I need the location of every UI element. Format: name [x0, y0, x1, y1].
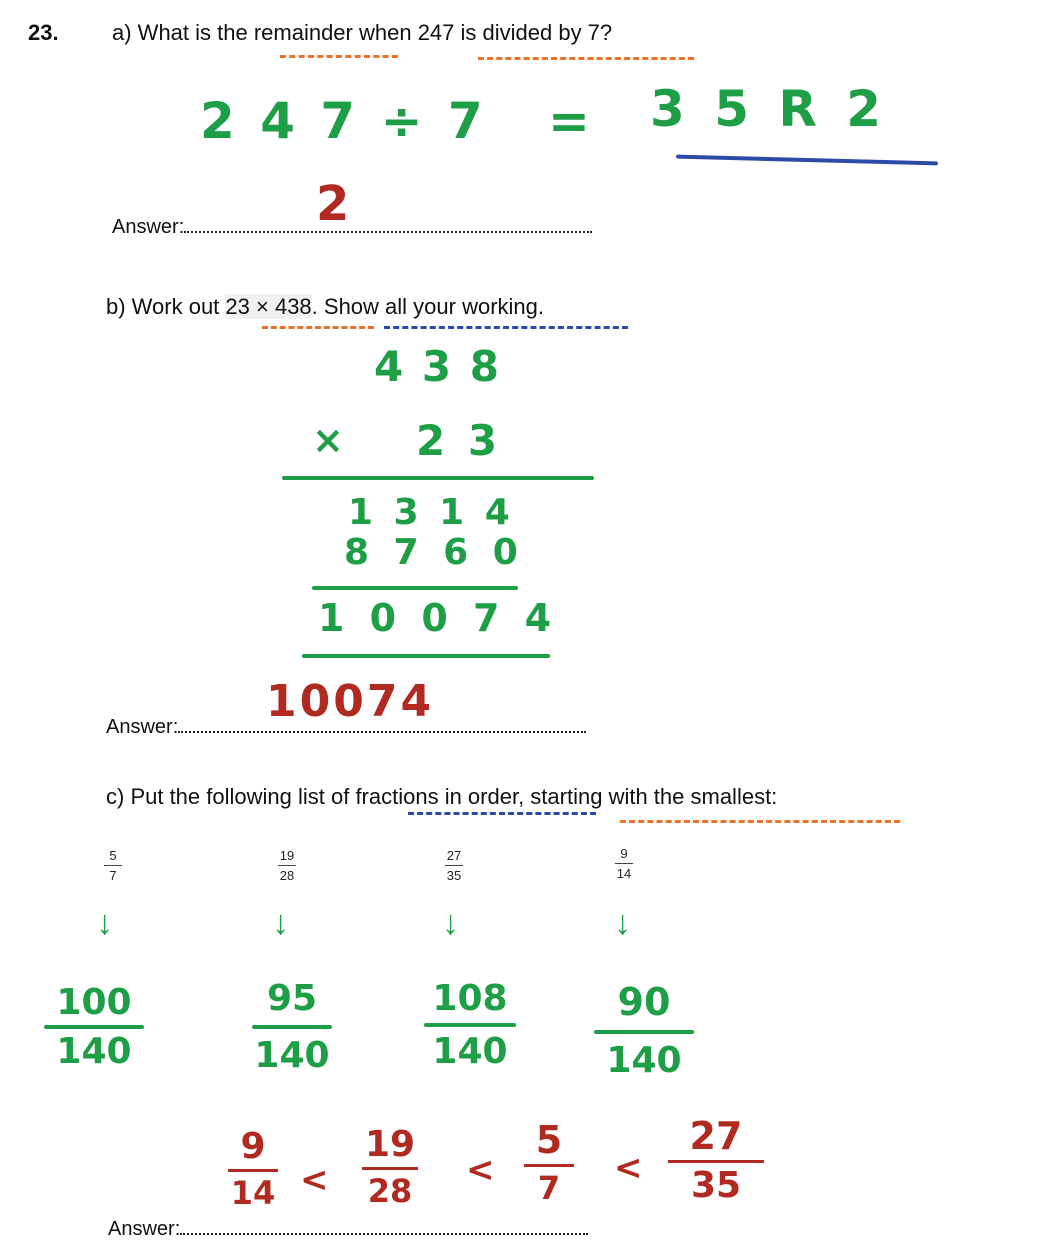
- fraction-denominator: 7: [537, 1169, 561, 1207]
- partial-product-1: 1 3 1 4: [348, 492, 514, 533]
- times-sign: ×: [312, 418, 344, 462]
- underline-expression: [262, 326, 374, 329]
- converted-fraction-100-140: [44, 982, 144, 1072]
- result-underline: [676, 155, 938, 166]
- answer-label: Answer:: [108, 1218, 181, 1240]
- part-b-prompt-suffix: . Show all your working.: [311, 294, 544, 319]
- fraction-bar: [524, 1164, 574, 1167]
- fraction-numerator: 27: [689, 1114, 743, 1158]
- answer-label: Answer:: [112, 216, 185, 238]
- fraction-numerator: 95: [266, 978, 318, 1019]
- part-a-answer-row: [112, 216, 592, 239]
- part-b-answer-value: 10074: [266, 676, 435, 727]
- less-than-sign: <: [300, 1160, 329, 1200]
- part-a-answer-value: 2: [316, 176, 350, 232]
- part-b-prompt: [106, 294, 544, 320]
- fraction-denominator: 140: [254, 1035, 330, 1076]
- answer-dotted-line: [184, 227, 592, 233]
- part-a-equals: =: [548, 92, 590, 150]
- fraction-denominator: 14: [230, 1174, 276, 1212]
- part-b-expression: 23 × 438: [225, 294, 312, 319]
- underline-show-working: [384, 326, 628, 329]
- fraction-bar: [445, 865, 463, 866]
- partial-product-2: 8 7 6 0: [344, 532, 524, 573]
- printed-fraction-5-7: [98, 848, 128, 883]
- down-arrow-icon: ↓: [272, 904, 289, 942]
- fraction-numerator: 100: [56, 982, 132, 1023]
- fraction-numerator: 9: [240, 1126, 266, 1167]
- fraction-numerator: 9: [620, 846, 628, 861]
- fraction-numerator: 19: [279, 848, 295, 863]
- total-product: 1 0 0 7 4: [318, 596, 558, 640]
- underline-remainder: [280, 55, 398, 58]
- converted-fraction-95-140: [252, 978, 332, 1076]
- underline-smallest: [620, 820, 900, 823]
- less-than-sign: <: [466, 1150, 495, 1190]
- fraction-bar: [594, 1030, 694, 1034]
- down-arrow-icon: ↓: [96, 904, 113, 942]
- fraction-numerator: 5: [109, 848, 117, 863]
- part-b-prompt-prefix: b) Work out: [106, 294, 226, 319]
- ordered-fraction-5-7: [524, 1118, 574, 1207]
- printed-fraction-27-35: [439, 848, 469, 883]
- fraction-denominator: 140: [432, 1031, 508, 1072]
- less-than-sign: <: [614, 1148, 643, 1188]
- fraction-denominator: 35: [690, 1165, 742, 1206]
- addition-line: [312, 586, 518, 590]
- fraction-denominator: 7: [109, 868, 117, 883]
- fraction-bar: [252, 1025, 332, 1029]
- fraction-numerator: 27: [446, 848, 462, 863]
- ordered-fraction-9-14: [228, 1126, 278, 1212]
- multiplication-line: [282, 476, 594, 480]
- fraction-bar: [362, 1167, 418, 1170]
- multiplicand: 4 3 8: [374, 342, 501, 391]
- fraction-numerator: 108: [432, 978, 508, 1019]
- part-a-prompt: a) What is the remainder when 247 is divided by 7?: [112, 20, 613, 45]
- printed-fraction-9-14: [609, 846, 639, 881]
- fraction-denominator: 140: [56, 1031, 132, 1072]
- answer-label: Answer:: [106, 716, 179, 738]
- fraction-bar: [44, 1025, 144, 1029]
- fraction-bar: [668, 1160, 764, 1163]
- ordered-fraction-19-28: [362, 1124, 418, 1210]
- fraction-denominator: 28: [367, 1172, 413, 1210]
- down-arrow-icon: ↓: [614, 904, 631, 942]
- fraction-bar: [228, 1169, 278, 1172]
- part-c-answer-row: [108, 1218, 588, 1241]
- ordered-fraction-27-35: [668, 1114, 764, 1206]
- part-a-working: 2 4 7 ÷ 7: [200, 92, 487, 150]
- fraction-numerator: 19: [364, 1124, 416, 1165]
- fraction-denominator: 28: [279, 868, 295, 883]
- part-a-result: 3 5 R 2: [650, 80, 888, 138]
- fraction-denominator: 14: [616, 866, 632, 881]
- printed-fraction-19-28: [272, 848, 302, 883]
- fraction-bar: [424, 1023, 516, 1027]
- answer-dotted-line: [180, 1229, 588, 1235]
- multiplier: 2 3: [416, 416, 502, 465]
- total-underline: [302, 654, 550, 658]
- fraction-bar: [278, 865, 296, 866]
- down-arrow-icon: ↓: [442, 904, 459, 942]
- fraction-numerator: 90: [617, 980, 671, 1024]
- underline-divided-by: [478, 57, 694, 60]
- part-c-prompt: c) Put the following list of fractions in order, starting with the smallest:: [106, 784, 778, 809]
- fraction-numerator: 5: [535, 1118, 563, 1162]
- underline-fractions-in-order: [408, 812, 596, 815]
- question-number: 23.: [28, 20, 59, 45]
- converted-fraction-108-140: [424, 978, 516, 1072]
- fraction-denominator: 35: [446, 868, 462, 883]
- answer-dotted-line: [178, 727, 586, 733]
- fraction-denominator: 140: [606, 1040, 682, 1081]
- fraction-bar: [104, 865, 122, 866]
- fraction-bar: [615, 863, 633, 864]
- converted-fraction-90-140: [594, 980, 694, 1081]
